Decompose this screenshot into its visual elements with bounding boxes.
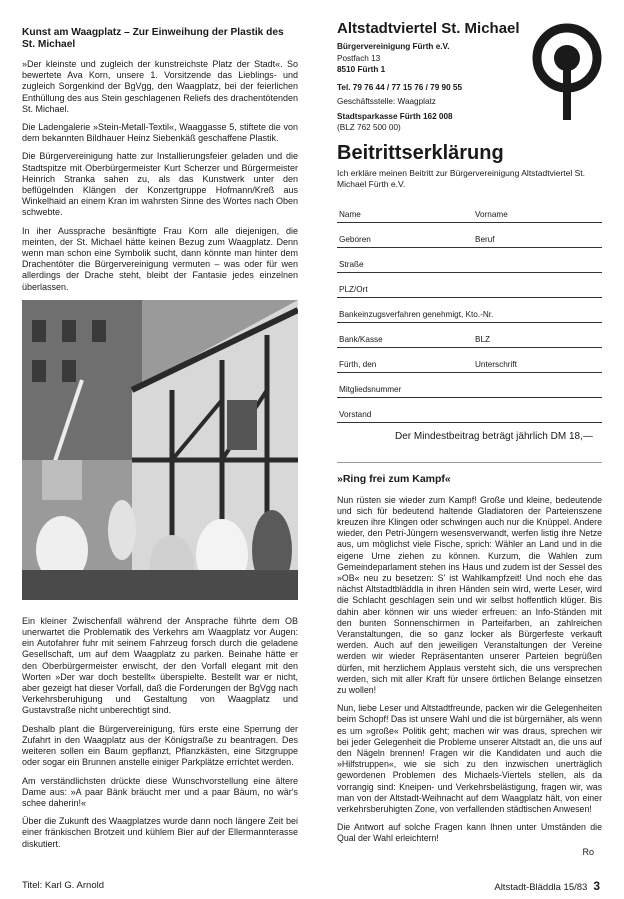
form-field-label: Bank/Kasse [339, 334, 383, 344]
article-paragraph: In iher Aussprache besänftigte Frau Korn alle diejenigen, die meinten, der St. Michael hätte keinen Bezug zum Waagplatz. Denn wenn man schon eine Symbolik sucht, dann könnte man hinter dem Drachentöter die Bürgervereinigung vermuten – was oder für wen allerdings der Drache steht, bleibt der Fantasie jedes einzelnen überlassen. [22, 225, 298, 292]
bank-code: (BLZ 762 500 00) [337, 123, 401, 132]
form-row[interactable] [337, 398, 602, 423]
event-photo-image [22, 300, 298, 600]
article-paragraph: Am verständlichsten drückte diese Wunschvorstellung eine ältere Dame aus: »A paar Bänk bräucht mer und a paar Bäum, no wär's schee daherin!« [22, 775, 298, 808]
article-paragraph: Ein kleiner Zwischenfall während der Ansprache führte dem OB unerwartet die Problematik des Verkehrs am Waagplatz vor Augen: ein Autofahrer fuhr mit seinem Fahrzeug forsch durch die geladene Gesellschaft, um auf dem Waagplatz zu parken. Beinahe hätte er den Oberbürgermeister erwischt, der den Vorfall elegant mit den Worten »Der war doch bestellt« überspielte. Bestellt war er nicht, aber gezeigt hat dieser Vorfall, daß die Forderungen der BgVgg nach Verkehrsberuhigung und Gestaltung von Waagplatz und Gustavstraße nicht unberechtigt sind. [22, 615, 298, 716]
form-row[interactable] [337, 273, 602, 298]
form-field-label: BLZ [475, 334, 491, 344]
form-row[interactable] [337, 223, 602, 248]
article-paragraph: Die Ladengalerie »Stein-Metall-Textil«, Waaggasse 5, stiftete die von dem bekannten Bildhauer Heinz Siebenkäß geschaffene Plastik. [22, 122, 298, 144]
form-field-label: Unterschrift [475, 359, 517, 369]
phone: Tel. 79 76 44 / 77 15 76 / 79 90 55 [337, 82, 463, 92]
form-field-label: PLZ/Ort [339, 284, 368, 294]
photo-credit: Titel: Karl G. Arnold [22, 880, 105, 891]
form-title: Beitrittserklärung [337, 141, 504, 164]
ring-article-title: »Ring frei zum Kampf« [337, 472, 451, 485]
form-field-label: Beruf [475, 234, 495, 244]
article-paragraph: Deshalb plant die Bürgervereinigung, fürs erste eine Sperrung der Zufahrt in den Waagplatz aus der Königstraße zu beantragen. Des weiteren sollen ein Baum gepflanzt, Pflanzkästen, eine Sitzgruppe oder sogar ein Brunnen anstelle einiger Parkplätze errichtet werden. [22, 723, 298, 768]
form-row[interactable] [337, 348, 602, 373]
form-field-label: Bankeinzugsverfahren genehmigt, Kto.-Nr. [339, 309, 494, 319]
form-field-label: Vorname [475, 209, 508, 219]
form-field-label: Mitgliedsnummer [339, 384, 402, 394]
article-paragraph: »Der kleinste und zugleich der kunstreichste Platz der Stadt«. So bewertete Ava Korn, unsere 1. Vorsitzende das Lieblings- und zugleich Sorgenkind der BgVgg, den Waagplatz, bei der feierlichen Enthüllung des aus Stein geschlagenen Reliefs des drachentötenden St. Michael. [22, 59, 298, 114]
issue-label: Altstadt-Bläddla 15/83 [494, 882, 588, 893]
article-paragraph: Über die Zukunft des Waagplatzes wurde dann noch längere Zeit bei einer fränkischen Brotzeit und kühlem Bier auf der Ellermannterasse diskutiert. [22, 816, 298, 849]
form-row[interactable] [337, 373, 602, 398]
minimum-fee: Der Mindestbeitrag beträgt jährlich DM 18,— [395, 430, 593, 442]
article-paragraph: Die Bürgervereinigung hatte zur Installierungsfeier geladen und die Stadtspitze mit Oberbürgermeister Kurt Scherzer und Bürgermeister Heinrich Stranka sahen zu, als das Kunstwerk unter den beflügelnden Klängen der Konzertgruppe Hofmann/Kreß aus Winkelhaid an einem Kran im wahrsten Sinne des Wortes nach Oben schwebte. [22, 151, 298, 218]
form-field-label: Vorstand [339, 409, 372, 419]
form-row[interactable] [337, 323, 602, 348]
event-photo [22, 300, 298, 600]
page-number: 3 [593, 879, 600, 893]
bank-account: Stadtsparkasse Fürth 162 008 [337, 111, 453, 121]
st-michael-logo-icon [532, 20, 602, 120]
form-field-label: Geboren [339, 234, 371, 244]
org-name: Altstadtviertel St. Michael [337, 20, 520, 37]
ring-paragraph: Nun, liebe Leser und Altstadtfreunde, packen wir die Gelegenheiten beim Schopf! Das ist unsere Wahl und die ist bürgernäher, als wenn es um »große« Politik geht; machen wir was draus, sprechen wir bei jeder Gelegenheit die Probleme unserer Altstadt an, die uns auf den Nägeln brennen! Fragen wir die Kandidaten und auch die »Hilfstruppen«, wie sie sich zu den inzwischen unerträglich gewordenen Problemen des Michaels-Viertels stellen, als da vorrangig sind: Kneipen- und Verkehrsbelästigung, fragen wir, was man von der Altstadt-Weihnacht auf dem Waagplatz hält, von einer verkehrsberuhigten Zone, von verfallenden städtischen Anwesen! [337, 703, 602, 814]
right-column [337, 20, 602, 857]
left-column [22, 27, 298, 857]
ring-paragraph: Nun rüsten sie wieder zum Kampf! Große und kleine, bedeutende und sich für bedeutend haltende Gladiatoren der Parteienszene kreuzen ihre Klingen oder schwingen auch nur die Knüppel. Andere wieder, den Petri-Jüngern wesensverwandt, werfen listig ihre Netze aus, um möglichst viele Fische, sprich: Wähler an Land und in die eigene Urne ziehen zu können. Kurzum, die Wahlen zum Gemeindeparlament stehen ins Haus und zudem ist der Sessel des »OB« neu zu besetzen: S' ist Wahlkampfzeit! Und noch ehe das nächst Altstadtbläddla in ihren Händen sein wird, werte Leser, wird die Schlacht geschlagen sein und wir selbst hoffentlich klüger. Bis dahin aber können wir uns wieder erfreuen: an Info-Ständen mit den bunten Sonnenschirmen in Parteifarben, an zahlreichen Veranstaltungen, die so ganz locker als Bürgerfeste verkauft werden. Auch auf den jeweiligen Veranstaltungen der Vereine werden wir wieder Repräsentanten unserer Parteien begrüßen dürfen, mit herzlichem Applaus versteht sich, die uns versprechen werden, sich mit aller Kraft für unsere örtlichen Belange einsetzen zu wollen! [337, 494, 602, 695]
form-row[interactable] [337, 198, 602, 223]
form-row[interactable] [337, 298, 602, 323]
org-subtitle: Bürgervereinigung Fürth e.V. [337, 42, 450, 51]
form-field-label: Name [339, 209, 361, 219]
postfach: Postfach 13 [337, 53, 381, 63]
form-field-label: Straße [339, 259, 364, 269]
ring-paragraph: Die Antwort auf solche Fragen kann Ihnen unter Umständen die Qual der Wahl erleichtern! [337, 822, 602, 844]
form-field-label: Fürth, den [339, 359, 377, 369]
org-header [337, 20, 602, 134]
article-title: Kunst am Waagplatz – Zur Einweihung der Plastik des St. Michael [22, 27, 284, 50]
issue-info [494, 879, 600, 893]
author-signature: Ro [582, 846, 594, 857]
office: Geschäftsstelle: Waagplatz [337, 97, 436, 106]
form-row[interactable] [337, 248, 602, 273]
section-divider [337, 462, 602, 463]
form-intro: Ich erkläre meinen Beitritt zur Bürgervereinigung Altstadtviertel St. Michael Fürth e.V. [337, 167, 586, 189]
city: 8510 Fürth 1 [337, 65, 386, 74]
membership-form [337, 198, 602, 423]
